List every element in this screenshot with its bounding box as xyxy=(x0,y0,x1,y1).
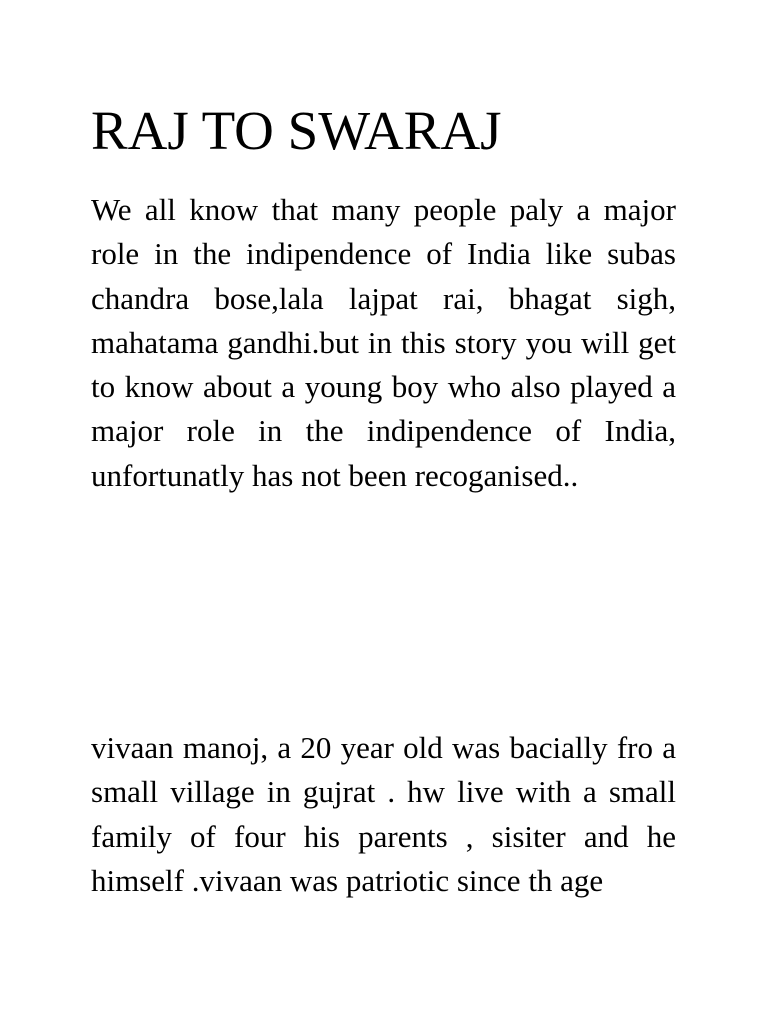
document-title: RAJ TO SWARAJ xyxy=(91,100,502,161)
body-paragraph-intro: We all know that many people paly a major role in the indipendence of India like subas chandra bose,lala lajpat rai, bhagat sigh, mahatama gandhi.but in this story you will get to know about a young boy who also played a major role in the indipendence of India, unfortunatly has not been recoganised.. xyxy=(91,192,676,493)
body-paragraph-story: vivaan manoj, a 20 year old was bacially fro a small village in gujrat . hw live with a small family of four his parents , sisiter and he himself .vivaan was patriotic since th age xyxy=(91,730,676,898)
